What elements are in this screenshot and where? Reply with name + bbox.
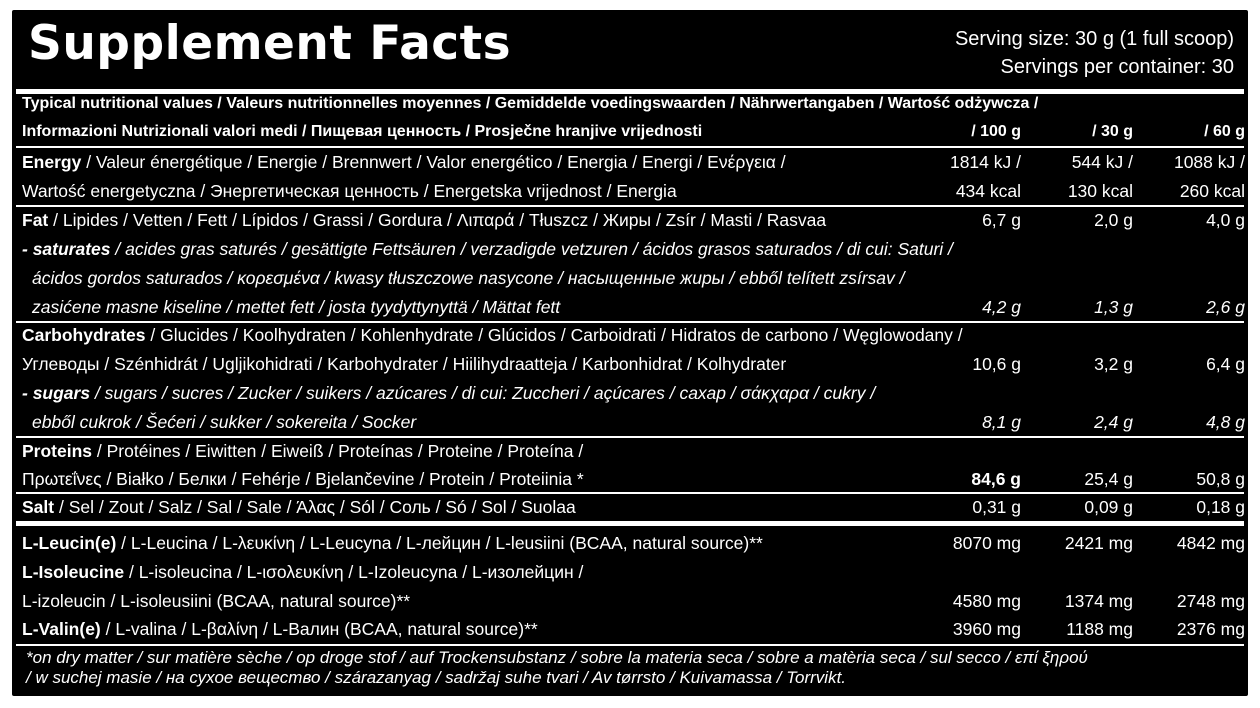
sugars-row-line2: ebből cukrok / Šećeri / sukker / sokereita / Socker [32, 412, 417, 432]
saturates-translations: / acides gras saturés / gesättigte Fettsäuren / verzadigde vetzuren / ácidos grasos saturados / di cui: Saturi / [110, 239, 953, 259]
sugars-row-line1 [22, 382, 875, 404]
valine-30g: 1188 mg [1066, 619, 1133, 639]
column-header-line1: Typical nutritional values / Valeurs nutritionnelles moyennes / Gemiddelde voedingswaarden / Nährwertangaben / Wartość odżywcza / [22, 95, 1039, 112]
leucine-translations: / L-Leucina / L-λευκίνη / L-Leucyna / L-лейцин / L-leusiini (BCAA, natural source)** [116, 533, 763, 553]
salt-100g: 0,31 g [972, 497, 1021, 517]
salt-translations: / Sel / Zout / Salz / Sal / Sale / Άλας / Sól / Соль / Só / Sol / Suolaa [54, 497, 576, 517]
servings-per-container: Servings per container: 30 [1000, 56, 1234, 78]
leucine-label: L-Leucin(e) [22, 533, 117, 553]
saturates-30g: 1,3 g [1094, 297, 1133, 317]
leucine-30g: 2421 mg [1064, 533, 1133, 553]
column-header-line2: Informazioni Nutrizionali valori medi / Пищевая ценность / Prosječne hranjive vrijednosti [22, 123, 703, 140]
supplement-facts-panel [12, 10, 1248, 696]
fat-row [22, 209, 826, 231]
saturates-row-line3: zasićene masne kiseline / mettet fett / josta tyydyttynyttä / Mättat fett [32, 297, 561, 317]
saturates-100g: 4,2 g [982, 297, 1021, 317]
leucine-60g: 4842 mg [1176, 533, 1245, 553]
isoleucine-100g: 4580 mg [952, 591, 1021, 611]
carbs-60g: 6,4 g [1206, 354, 1245, 374]
thick-divider [16, 521, 1244, 526]
salt-label: Salt [22, 497, 55, 517]
divider [16, 205, 1244, 207]
isoleucine-row-line2: L-izoleucin / L-isoleusiini (BCAA, natural source)** [22, 591, 411, 611]
energy-kcal-30g: 130 kcal [1067, 181, 1133, 201]
salt-30g: 0,09 g [1084, 497, 1133, 517]
energy-kj-100g: 1814 kJ / [949, 152, 1021, 172]
sugars-label: - sugars [22, 383, 91, 403]
saturates-row-line2: ácidos gordos saturados / κορεσμένα / kwasy tłuszczowe nasycone / насыщенные жиры / ebből telített zsírsav / [32, 268, 905, 288]
sugars-60g: 4,8 g [1206, 412, 1245, 432]
column-header-60g: / 60 g [1204, 123, 1245, 140]
valine-row [22, 618, 538, 640]
energy-row-line1 [22, 151, 786, 173]
carbs-row-line1 [22, 324, 963, 346]
divider [16, 492, 1244, 494]
sugars-30g: 2,4 g [1094, 412, 1133, 432]
footnote-line2: / w suchej masie / на сухое вещество / szárazanyag / sadržaj suhe tvari / Av tørrsto / Kuivamassa / Torrvikt. [26, 668, 847, 687]
valine-label: L-Valin(e) [22, 619, 101, 639]
energy-row-line2: Wartość energetyczna / Энергетическая ценность / Energetska vrijednost / Energia [22, 181, 677, 201]
carbs-100g: 10,6 g [972, 354, 1021, 374]
carbs-label: Carbohydrates [22, 325, 146, 345]
footnote-line1: *on dry matter / sur matière sèche / op droge stof / auf Trockensubstanz / sobre la materia seca / sobre a matèria seca / sul secco / επί ξηρού [26, 648, 1088, 667]
saturates-label: - saturates [22, 239, 111, 259]
valine-60g: 2376 mg [1176, 619, 1245, 639]
energy-label: Energy [22, 152, 82, 172]
fat-translations: / Lipides / Vetten / Fett / Lípidos / Grassi / Gordura / Λιπαρά / Tłuszcz / Жиры / Zsír / Masti / Rasvaa [48, 210, 827, 230]
valine-translations: / L-valina / L-βαλίνη / L-Валин (BCAA, natural source)** [100, 619, 538, 639]
saturates-60g: 2,6 g [1206, 297, 1245, 317]
valine-100g: 3960 mg [952, 619, 1021, 639]
column-header-100g: / 100 g [971, 123, 1021, 140]
salt-60g: 0,18 g [1196, 497, 1245, 517]
leucine-100g: 8070 mg [952, 533, 1021, 553]
energy-translations: / Valeur énergétique / Energie / Brennwert / Valor energético / Energia / Energi / Ενέργεια / [81, 152, 786, 172]
proteins-60g: 50,8 g [1196, 469, 1245, 489]
proteins-label: Proteins [22, 441, 93, 461]
sugars-100g: 8,1 g [982, 412, 1021, 432]
energy-kcal-60g: 260 kcal [1179, 181, 1245, 201]
isoleucine-30g: 1374 mg [1064, 591, 1133, 611]
saturates-row-line1 [22, 238, 953, 260]
sugars-translations: / sugars / sucres / Zucker / suikers / azúcares / di cui: Zuccheri / açúcares / сахар / σάκχαρα / cukry / [90, 383, 876, 403]
energy-kcal-100g: 434 kcal [955, 181, 1021, 201]
panel-title: Supplement Facts [28, 16, 512, 71]
proteins-100g: 84,6 g [971, 469, 1021, 489]
divider [16, 644, 1244, 646]
divider [16, 146, 1244, 148]
fat-label: Fat [22, 210, 49, 230]
isoleucine-label: L-Isoleucine [22, 562, 125, 582]
proteins-translations: / Protéines / Eiwitten / Eiweiß / Proteínas / Proteine / Proteína / [92, 441, 584, 461]
energy-kj-30g: 544 kJ / [1071, 152, 1133, 172]
proteins-row-line1 [22, 440, 583, 462]
energy-kj-60g: 1088 kJ / [1173, 152, 1245, 172]
isoleucine-row-line1 [22, 561, 583, 583]
divider [16, 321, 1244, 323]
serving-size: Serving size: 30 g (1 full scoop) [954, 28, 1234, 50]
divider [16, 436, 1244, 438]
salt-row [22, 496, 576, 518]
isoleucine-60g: 2748 mg [1176, 591, 1245, 611]
column-header-30g: / 30 g [1092, 123, 1133, 140]
proteins-row-line2: Πρωτεΐνες / Białko / Белки / Fehérje / Bjelančevine / Protein / Proteiinia * [22, 469, 584, 489]
isoleucine-translations: / L-isoleucina / L-ισολευκίνη / L-Izoleucyna / L-изолейцин / [124, 562, 584, 582]
panel-header [12, 10, 1248, 90]
leucine-row [22, 532, 763, 554]
fat-100g: 6,7 g [982, 210, 1021, 230]
fat-30g: 2,0 g [1094, 210, 1133, 230]
carbs-30g: 3,2 g [1094, 354, 1133, 374]
carbs-translations: / Glucides / Koolhydraten / Kohlenhydrate / Glúcidos / Carboidrati / Hidratos de carbono / Węglowodany / [145, 325, 963, 345]
carbs-row-line2: Углеводы / Szénhidrát / Ugljikohidrati / Karbohydrater / Hiilihydraatteja / Karbonhidrat / Kolhydrater [22, 354, 787, 374]
fat-60g: 4,0 g [1206, 210, 1245, 230]
proteins-30g: 25,4 g [1084, 469, 1133, 489]
